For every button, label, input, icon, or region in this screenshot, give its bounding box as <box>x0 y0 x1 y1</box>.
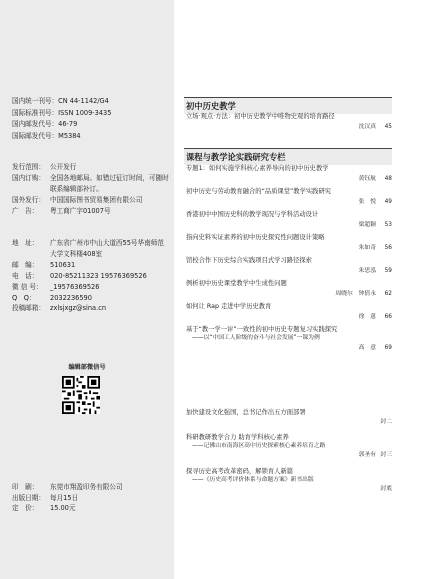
distribution-label: 发行范围： <box>12 163 45 171</box>
toc-author-page <box>186 244 392 252</box>
identifier-label: 国际邮发代号： <box>12 131 59 140</box>
toc-author-page <box>186 221 392 229</box>
toc-author-page <box>186 267 392 275</box>
toc-title: 如何让 Rap 走进中学历史教育 <box>186 303 272 310</box>
identifier-label: 国内统一刊号： <box>12 97 59 105</box>
toc-author-page <box>186 313 392 321</box>
distribution-label: 广 告： <box>12 206 39 215</box>
toc-title: 指向史料实证素养的初中历史探究性问题设计策略 <box>186 234 325 241</box>
toc-author-page <box>186 451 392 459</box>
identifier-label: 国内邮发代号： <box>12 120 59 129</box>
distribution-row <box>12 195 170 206</box>
toc-author-page <box>186 418 392 426</box>
toc-title: 立场·观点·方法：初中历史教学中唯物史观的培育路径 <box>186 113 335 120</box>
distribution-info <box>12 162 170 217</box>
toc-author: 徐 葸 <box>358 314 376 320</box>
qq-value: 2032236590 <box>50 293 92 302</box>
toc-entry[interactable] <box>186 280 392 298</box>
toc-title: 初中历史与劳动教育融合的“品质课堂”教学实践研究 <box>186 188 332 195</box>
identifier-row <box>12 96 111 108</box>
postcode-value: 510631 <box>50 260 76 269</box>
price-value: 15.00元 <box>50 504 76 513</box>
toc-entry[interactable] <box>186 234 392 252</box>
contact-row <box>12 293 170 304</box>
print-info <box>12 482 123 514</box>
toc-entry[interactable] <box>186 257 392 275</box>
toc-page: 69 <box>384 345 392 351</box>
phone-value: 020-85211323 19576369526 <box>50 271 147 280</box>
qr-code-icon <box>62 376 100 414</box>
toc-subtitle: ——以“中国工人阶级的奋斗与社会发展”一课为例 <box>192 335 320 341</box>
toc-author: 沈汉真 <box>358 124 376 130</box>
cover-entry-subtitle: ——《历史高考评价体系与命题方案》新书出版 <box>192 477 314 483</box>
qr-title: 编辑部微信号 <box>68 364 106 371</box>
toc-author: 高 意 <box>358 345 376 351</box>
toc-page: 56 <box>384 245 392 251</box>
printer-value: 东莞市翔盈印务有限公司 <box>50 483 123 491</box>
identifier-value: ISSN 1009-3435 <box>58 108 112 117</box>
wechat-value: _19576369526 <box>50 282 100 291</box>
cover-entry-subtitle: ——记佛山市南海区高中历史探索核心素养培育之路 <box>192 443 326 449</box>
section-heading: 课程与教学论实践研究专栏 <box>184 148 392 165</box>
distribution-value: 公开发行 <box>50 163 77 171</box>
toc-page: 48 <box>384 176 392 182</box>
toc-page: 45 <box>384 124 392 130</box>
contact-label: 电 话： <box>12 271 39 280</box>
cover-entry[interactable] <box>186 434 392 459</box>
toc-page: 66 <box>384 314 392 320</box>
distribution-label: 国内订购： <box>12 173 45 182</box>
identifier-value: CN 44-1142/G4 <box>58 97 109 105</box>
toc-author-page <box>186 485 392 493</box>
cover-entry[interactable] <box>186 468 392 493</box>
publication-identifiers <box>12 96 111 142</box>
distribution-row <box>12 206 170 217</box>
toc-author: 黄钰航 <box>358 176 376 182</box>
contact-row <box>12 303 170 314</box>
distribution-value: 全国各地邮局。如错过征订时间，可随时联系编辑部补订。 <box>50 173 169 193</box>
toc-author-page <box>186 290 392 298</box>
contact-label: Q Q： <box>12 293 36 302</box>
toc-author: 郭圣有 <box>358 452 376 458</box>
identifier-row <box>12 108 111 120</box>
toc-author: 朱如奇 <box>358 245 376 251</box>
toc-author-page <box>186 123 392 131</box>
print-label: 定 价： <box>12 504 39 513</box>
distribution-value: 粤工商广字01007号 <box>50 206 111 215</box>
section-heading: 初中历史教学 <box>184 97 392 114</box>
cover-entry-title: 探寻历史高考改革密码，解锁育人新篇 <box>186 468 294 475</box>
toc-title: 基于“教一学一评”一致性的初中历史专题复习实践探究 <box>186 326 338 333</box>
distribution-label: 国外发行： <box>12 195 45 204</box>
contact-info <box>12 238 170 314</box>
toc-page: 封二 <box>380 419 392 425</box>
toc-author-page <box>186 198 392 206</box>
print-label: 出版日期： <box>12 493 45 502</box>
identifier-value: M5384 <box>58 131 81 140</box>
left-info-panel <box>0 0 174 579</box>
toc-author: 周晓尔 钟倩永 <box>335 291 376 297</box>
distribution-row <box>12 173 170 195</box>
toc-title: 专题1：如何实施学科核心素养导向的初中历史教学 <box>186 165 329 172</box>
address-value: 广东省广州市中山大道西55号华南师范大学文科楼408室 <box>50 239 164 258</box>
cover-entry-title: 科研教研教学合力 助育学科核心素养 <box>186 434 289 441</box>
identifier-value: 46-79 <box>58 120 78 129</box>
print-row <box>12 482 123 493</box>
toc-author: 梁超颖 <box>358 222 376 228</box>
distribution-value: 中国国际图书贸易集团有限公司 <box>50 195 143 204</box>
toc-page: 49 <box>384 199 392 205</box>
toc-title: 馆校合作下历史综合实践项目式学习路径探索 <box>186 257 312 264</box>
contact-row <box>12 282 170 293</box>
toc-entry[interactable] <box>186 113 392 131</box>
print-row <box>12 493 123 504</box>
contact-label: 投稿邮箱： <box>12 304 45 313</box>
identifier-row <box>12 119 111 131</box>
print-label: 印 刷： <box>12 483 39 491</box>
toc-author-page <box>186 175 392 183</box>
toc-entry[interactable] <box>186 188 392 206</box>
toc-title: 香港初中中国历史科的教学现况与学科活动设计 <box>186 211 319 218</box>
identifier-row <box>12 131 111 143</box>
toc-author: 朱思泓 <box>358 268 376 274</box>
toc-author: 张 悦 <box>358 199 376 205</box>
contact-row <box>12 238 170 260</box>
toc-page: 封三 <box>380 452 392 458</box>
toc-title: 例析初中历史课堂教学中生成性问题 <box>186 280 287 287</box>
toc-entry[interactable] <box>186 165 392 183</box>
toc-entry[interactable] <box>186 303 392 321</box>
toc-entry[interactable] <box>186 211 392 229</box>
toc-author-page <box>186 344 392 352</box>
contact-label: 微 信 号： <box>12 282 43 291</box>
toc-page: 62 <box>384 291 392 297</box>
toc-entry[interactable] <box>186 326 392 352</box>
publish-date-value: 每月15日 <box>50 493 79 502</box>
toc-page: 53 <box>384 222 392 228</box>
contact-row <box>12 260 170 271</box>
toc-page: 59 <box>384 268 392 274</box>
contact-label: 地 址： <box>12 239 39 247</box>
print-row <box>12 503 123 514</box>
toc-page: 封底 <box>380 486 392 492</box>
identifier-label: 国际标准刊号： <box>12 108 59 117</box>
email-value: zxlsjxgz@sina.cn <box>50 304 106 313</box>
contact-row <box>12 271 170 282</box>
cover-entry-title: 加快建设文化强国，总书记作出五方面部署 <box>186 409 306 416</box>
distribution-row <box>12 162 170 173</box>
contact-label: 邮 编： <box>12 260 39 269</box>
cover-entry[interactable] <box>186 409 392 426</box>
